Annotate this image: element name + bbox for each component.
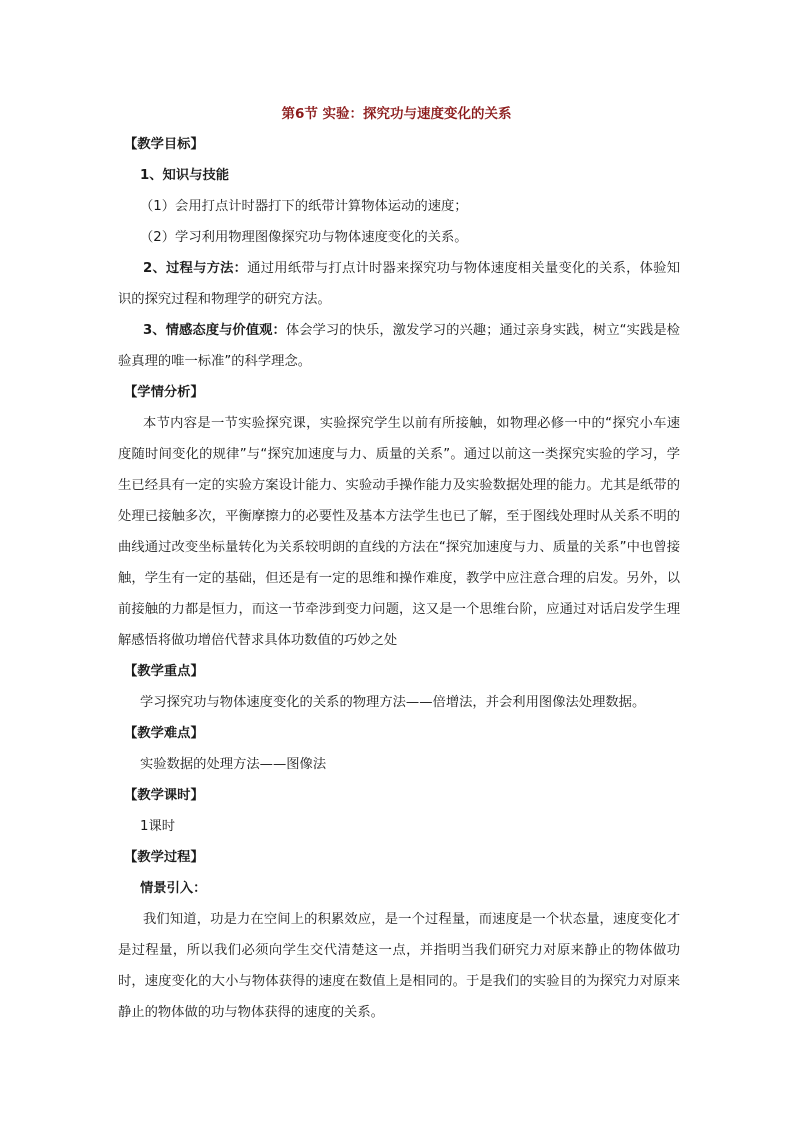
document-title: 第6节 实验：探究功与速度变化的关系 [281,106,512,122]
key-text: 学习探究功与物体速度变化的关系的物理方法——倍增法，并会利用图像法处理数据。 [140,695,646,710]
analysis-text: 本节内容是一节实验探究课，实验探究学生以前有所接触，如物理必修一中的“探究小车速度随时间变化的规律”与“探究加速度与力、质量的关系”。通过以前这一类探究实验的学习，学生已经具有一定的实验方案设计能力、实验动手操作能力及实验数据处理的能力。尤其是纸带的处理已接触多次，平衡摩擦力的必要性及基本方法学生也已了解，至于图线处理时从关系不明的曲线通过改变坐标量转化为关系较明朗的直线的方法在“探究加速度与力、质量的关系”中也曾接触，学生有一定的基础，但还是有一定的思维和操作难度，教学中应注意合理的启发。另外，以前接触的力都是恒力，而这一节牵涉到变力问题，这又是一个思维台阶，应通过对话启发学生理解感悟将做功增倍代替求具体功数值的巧妙之处 [118,416,680,648]
knowledge-item-2: （2）学习利用物理图像探究功与物体速度变化的关系。 [140,230,468,245]
emotion-paragraph [118,315,680,377]
emotion-text: 体会学习的快乐，激发学习的兴趣；通过亲身实践，树立“实践是检验真理的唯一标准”的科学理念。 [118,323,680,369]
knowledge-item-1: （1）会用打点计时器打下的纸带计算物体运动的速度； [140,199,468,214]
document-body [118,129,680,1028]
intro-text: 我们知道，功是力在空间上的积累效应，是一个过程量，而速度是一个状态量，速度变化才是过程量，所以我们必须向学生交代清楚这一点，并指明当我们研究力对原来静止的物体做功时，速度变化的大小与物体获得的速度在数值上是相同的。于是我们的实验目的为探究力对原来静止的物体做的功与物体获得的速度的关系。 [118,912,680,1020]
key-heading: 【教学重点】 [124,664,204,679]
difficulty-heading: 【教学难点】 [124,726,204,741]
process-text: 通过用纸带与打点计时器来探究功与物体速度相关量变化的关系，体验知识的探究过程和物理学的研究方法。 [118,261,680,307]
intro-heading: 情景引入： [140,881,207,896]
hours-heading: 【教学课时】 [124,788,204,803]
analysis-heading: 【学情分析】 [124,385,204,400]
hours-text: 1课时 [140,819,176,834]
process-paragraph [118,253,680,315]
procedure-heading: 【教学过程】 [124,850,204,865]
emotion-lead: 3、情感态度与价值观： [143,323,286,338]
process-lead: 2、过程与方法： [143,261,248,276]
objectives-heading: 【教学目标】 [124,137,204,152]
knowledge-heading: 1、知识与技能 [140,168,230,183]
difficulty-text: 实验数据的处理方法——图像法 [140,757,327,772]
